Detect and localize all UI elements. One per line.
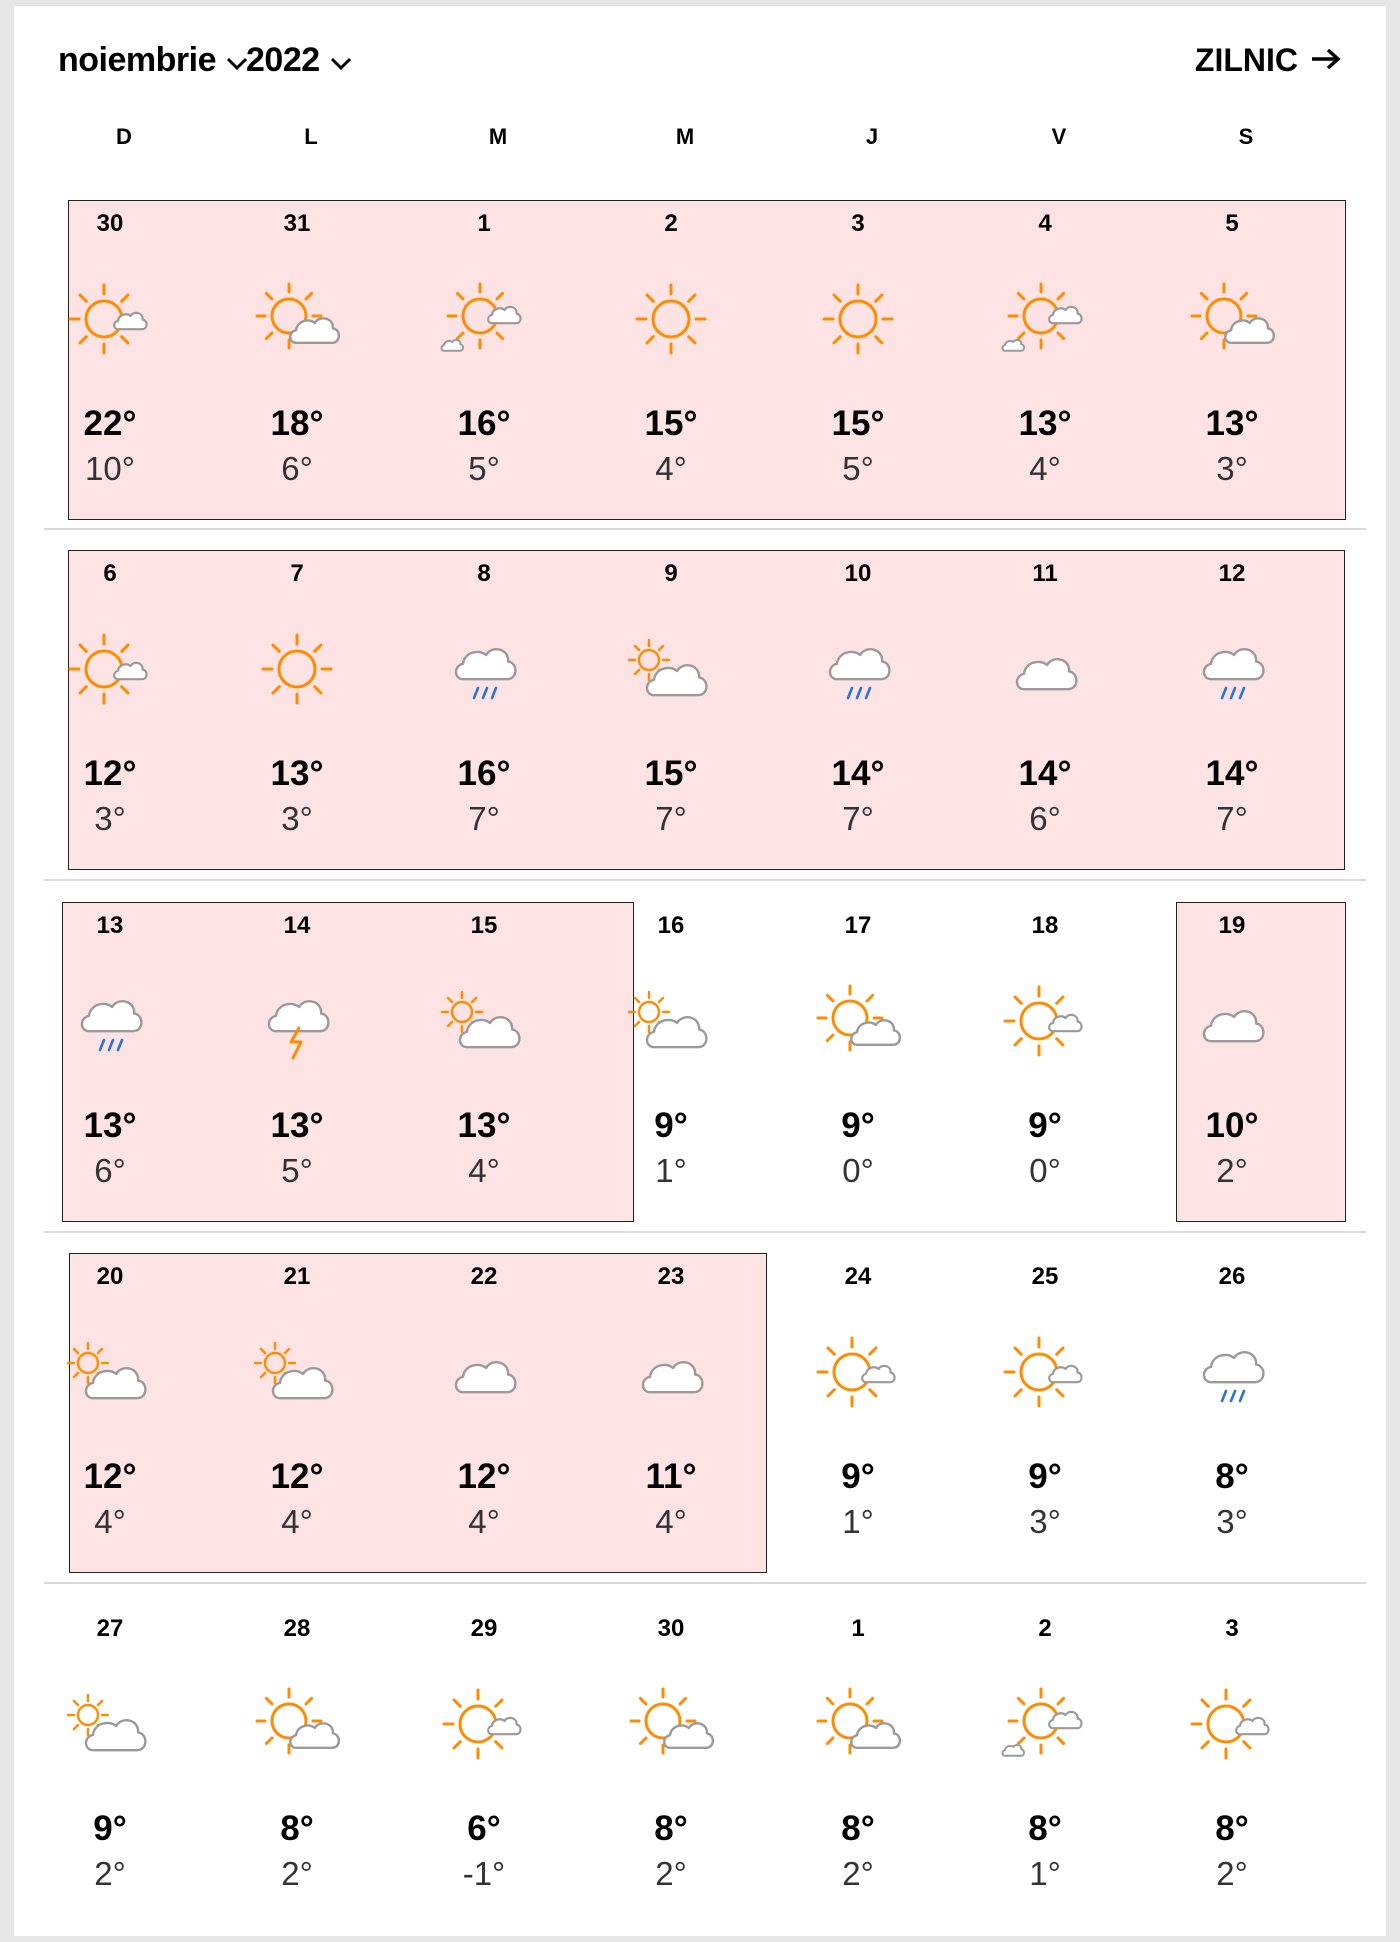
min-temperature: 4° (94, 1503, 126, 1540)
day-number: 30 (657, 1615, 685, 1642)
cloud-small-sun-icon (247, 1327, 347, 1427)
day-number: 16 (657, 912, 685, 939)
month-calendar-card (14, 6, 1386, 1936)
max-temperature: 8° (841, 1809, 875, 1848)
weekday-label: J (865, 124, 879, 149)
min-temperature: 3° (94, 800, 126, 837)
max-temperature: 8° (1215, 1457, 1249, 1496)
day-number: 2 (664, 210, 678, 237)
day-cell[interactable] (1142, 888, 1322, 1218)
max-temperature: 8° (1028, 1809, 1062, 1848)
min-temperature: 2° (281, 1855, 313, 1892)
calendar-header (58, 36, 1342, 84)
min-temperature: 7° (655, 800, 687, 837)
sun-big-cloud-icon (247, 1679, 347, 1779)
day-cell[interactable] (1142, 1239, 1322, 1569)
day-cell[interactable] (207, 1239, 387, 1569)
cloud-icon (621, 1327, 721, 1427)
max-temperature: 13° (83, 1106, 137, 1145)
chevron-down-icon (226, 41, 248, 80)
min-temperature: 4° (281, 1503, 313, 1540)
sun-big-cloud-icon (1182, 274, 1282, 374)
max-temperature: 14° (1018, 754, 1072, 793)
min-temperature: 6° (281, 450, 313, 487)
cloud-small-sun-icon (621, 976, 721, 1076)
weekday-label: L (304, 124, 318, 149)
day-cell[interactable] (1142, 536, 1322, 866)
day-cell[interactable] (20, 888, 200, 1218)
min-temperature: 4° (655, 450, 687, 487)
sun-icon (621, 274, 721, 374)
min-temperature: 5° (842, 450, 874, 487)
day-cell[interactable] (955, 536, 1135, 866)
day-cell[interactable] (768, 888, 948, 1218)
min-temperature: 2° (655, 1855, 687, 1892)
min-temperature: 3° (1029, 1503, 1061, 1540)
day-number: 2 (1038, 1615, 1052, 1642)
day-cell[interactable] (207, 888, 387, 1218)
max-temperature: 6° (467, 1809, 501, 1848)
min-temperature: 10° (85, 450, 135, 487)
max-temperature: 11° (645, 1457, 697, 1496)
rain-icon (1182, 1327, 1282, 1427)
day-cell[interactable] (768, 536, 948, 866)
day-cell[interactable] (207, 1591, 387, 1921)
max-temperature: 15° (644, 404, 698, 443)
week-row (14, 1591, 1386, 1921)
day-cell[interactable] (768, 1239, 948, 1569)
max-temperature: 9° (654, 1106, 688, 1145)
sun-small-cloud-icon (60, 274, 160, 374)
min-temperature: 0° (1029, 1152, 1061, 1189)
day-cell[interactable] (1142, 186, 1322, 516)
max-temperature: 8° (1215, 1809, 1249, 1848)
min-temperature: 1° (655, 1152, 687, 1189)
min-temperature: 3° (281, 800, 313, 837)
weekday-label: V (1051, 124, 1067, 149)
day-cell[interactable] (207, 536, 387, 866)
day-cell[interactable] (955, 888, 1135, 1218)
sun-icon (247, 624, 347, 724)
max-temperature: 16° (457, 404, 511, 443)
sun-small-cloud-icon (434, 1679, 534, 1779)
day-cell[interactable] (955, 1239, 1135, 1569)
week-row (14, 888, 1386, 1218)
min-temperature: -1° (462, 1855, 506, 1892)
min-temperature: 5° (281, 1152, 313, 1189)
week-divider (44, 879, 1366, 881)
week-divider (44, 1582, 1366, 1584)
arrow-right-icon (1310, 42, 1342, 79)
week-row (14, 186, 1386, 516)
max-temperature: 12° (270, 1457, 324, 1496)
sun-big-cloud-icon (808, 976, 908, 1076)
day-number: 31 (283, 210, 311, 237)
max-temperature: 15° (644, 754, 698, 793)
max-temperature: 22° (83, 404, 137, 443)
max-temperature: 12° (457, 1457, 511, 1496)
cloud-small-sun-icon (60, 1679, 160, 1779)
max-temperature: 13° (457, 1106, 511, 1145)
day-number: 12 (1218, 560, 1246, 587)
max-temperature: 13° (270, 754, 324, 793)
day-cell[interactable] (955, 186, 1135, 516)
weekday-label: S (1238, 124, 1254, 149)
day-cell[interactable] (394, 186, 574, 516)
sun-big-cloud-icon (808, 1679, 908, 1779)
sun-big-cloud-icon (247, 274, 347, 374)
week-row (14, 1239, 1386, 1569)
sun-small-cloud-icon (60, 624, 160, 724)
max-temperature: 18° (270, 404, 324, 443)
day-number: 21 (283, 1263, 311, 1290)
max-temperature: 14° (831, 754, 885, 793)
min-temperature: 2° (1216, 1152, 1248, 1189)
chevron-down-icon (330, 41, 352, 80)
day-number: 26 (1218, 1263, 1246, 1290)
day-number: 17 (844, 912, 872, 939)
sun-two-clouds-icon (995, 1679, 1095, 1779)
day-cell[interactable] (394, 1239, 574, 1569)
rain-icon (434, 624, 534, 724)
day-cell[interactable] (955, 1591, 1135, 1921)
weekday-header-row (82, 124, 1390, 160)
cloud-icon (1182, 976, 1282, 1076)
min-temperature: 1° (842, 1503, 874, 1540)
day-number: 29 (470, 1615, 498, 1642)
max-temperature: 13° (270, 1106, 324, 1145)
day-number: 20 (96, 1263, 124, 1290)
rain-icon (1182, 624, 1282, 724)
sun-small-cloud-icon (995, 1327, 1095, 1427)
min-temperature: 3° (1216, 1503, 1248, 1540)
day-cell[interactable] (207, 186, 387, 516)
min-temperature: 5° (468, 450, 500, 487)
day-number: 27 (96, 1615, 124, 1642)
max-temperature: 10° (1205, 1106, 1259, 1145)
max-temperature: 9° (1028, 1106, 1062, 1145)
sun-small-cloud-icon (1182, 1679, 1282, 1779)
max-temperature: 9° (93, 1809, 127, 1848)
sun-small-cloud-icon (808, 1327, 908, 1427)
day-cell[interactable] (581, 1591, 761, 1921)
day-number: 10 (844, 560, 872, 587)
day-number: 18 (1031, 912, 1059, 939)
day-number: 28 (283, 1615, 311, 1642)
min-temperature: 7° (468, 800, 500, 837)
sun-small-cloud-icon (995, 976, 1095, 1076)
day-cell[interactable] (581, 1239, 761, 1569)
month-label: noiembrie (58, 40, 216, 79)
cloud-icon (995, 624, 1095, 724)
day-cell[interactable] (1142, 1591, 1322, 1921)
day-number: 19 (1218, 912, 1246, 939)
max-temperature: 8° (280, 1809, 314, 1848)
weekday-label: D (116, 124, 132, 149)
cloud-small-sun-icon (434, 976, 534, 1076)
day-cell[interactable] (581, 888, 761, 1218)
day-number: 15 (470, 912, 498, 939)
day-number: 22 (470, 1263, 498, 1290)
day-cell[interactable] (20, 1239, 200, 1569)
weekday-label: M (488, 124, 508, 149)
day-cell[interactable] (768, 1591, 948, 1921)
min-temperature: 2° (842, 1855, 874, 1892)
day-number: 14 (283, 912, 311, 939)
day-number: 9 (664, 560, 678, 587)
sun-two-clouds-icon (995, 274, 1095, 374)
rain-icon (60, 976, 160, 1076)
min-temperature: 1° (1029, 1855, 1061, 1892)
day-number: 30 (96, 210, 124, 237)
daily-link-label: ZILNIC (1194, 41, 1298, 78)
week-divider (44, 528, 1366, 530)
min-temperature: 4° (468, 1152, 500, 1189)
cloud-small-sun-icon (60, 1327, 160, 1427)
day-number: 5 (1225, 210, 1239, 237)
day-cell[interactable] (768, 186, 948, 516)
min-temperature: 4° (1029, 450, 1061, 487)
sun-icon (808, 274, 908, 374)
day-number: 3 (851, 210, 865, 237)
sun-two-clouds-icon (434, 274, 534, 374)
thunder-icon (247, 976, 347, 1076)
min-temperature: 6° (1029, 800, 1061, 837)
min-temperature: 7° (1216, 800, 1248, 837)
day-cell[interactable] (20, 1591, 200, 1921)
day-number: 11 (1032, 560, 1058, 587)
sun-big-cloud-icon (621, 1679, 721, 1779)
day-number: 1 (477, 210, 491, 237)
day-cell[interactable] (394, 1591, 574, 1921)
max-temperature: 15° (831, 404, 885, 443)
min-temperature: 3° (1216, 450, 1248, 487)
day-number: 24 (844, 1263, 872, 1290)
week-row (14, 536, 1386, 866)
day-number: 7 (290, 560, 304, 587)
year-dropdown[interactable] (246, 36, 352, 84)
day-number: 23 (657, 1263, 685, 1290)
cloud-small-sun-icon (621, 624, 721, 724)
day-number: 25 (1031, 1263, 1059, 1290)
month-dropdown[interactable] (58, 36, 248, 84)
max-temperature: 9° (841, 1106, 875, 1145)
max-temperature: 9° (1028, 1457, 1062, 1496)
cloud-icon (434, 1327, 534, 1427)
day-cell[interactable] (581, 536, 761, 866)
min-temperature: 0° (842, 1152, 874, 1189)
day-number: 13 (96, 912, 124, 939)
min-temperature: 4° (468, 1503, 500, 1540)
day-cell[interactable] (20, 186, 200, 516)
day-cell[interactable] (581, 186, 761, 516)
max-temperature: 12° (83, 1457, 137, 1496)
day-number: 8 (477, 560, 491, 587)
max-temperature: 9° (841, 1457, 875, 1496)
day-cell[interactable] (20, 536, 200, 866)
day-cell[interactable] (394, 536, 574, 866)
min-temperature: 2° (1216, 1855, 1248, 1892)
max-temperature: 16° (457, 754, 511, 793)
day-number: 6 (103, 560, 117, 587)
weekday-label: M (675, 124, 695, 149)
min-temperature: 6° (94, 1152, 126, 1189)
min-temperature: 2° (94, 1855, 126, 1892)
max-temperature: 13° (1018, 404, 1072, 443)
min-temperature: 4° (655, 1503, 687, 1540)
year-label: 2022 (246, 40, 320, 79)
day-cell[interactable] (394, 888, 574, 1218)
day-number: 3 (1225, 1615, 1239, 1642)
max-temperature: 14° (1205, 754, 1259, 793)
day-number: 4 (1038, 210, 1052, 237)
max-temperature: 8° (654, 1809, 688, 1848)
week-divider (44, 1231, 1366, 1233)
max-temperature: 12° (83, 754, 137, 793)
min-temperature: 7° (842, 800, 874, 837)
day-number: 1 (851, 1615, 865, 1642)
daily-view-link[interactable] (1195, 36, 1342, 84)
rain-icon (808, 624, 908, 724)
max-temperature: 13° (1205, 404, 1259, 443)
